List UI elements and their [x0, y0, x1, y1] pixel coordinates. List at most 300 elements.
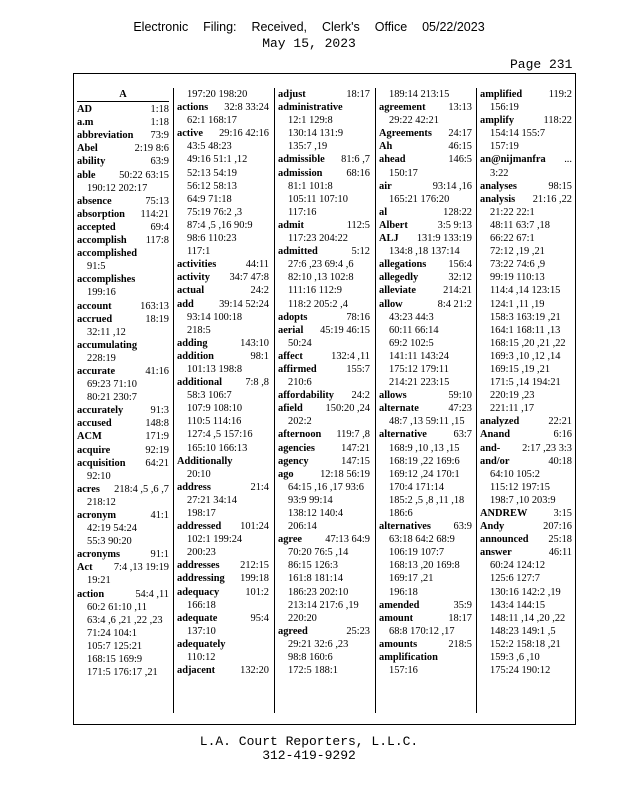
entry-references: 46:11 — [548, 547, 572, 559]
entry-term: add — [177, 298, 194, 310]
index-continuation: 75:19 76:2 ,3 — [187, 206, 243, 218]
entry-term: Agreements — [379, 128, 432, 140]
entry-term: admission — [278, 167, 323, 179]
entry-term: a.m — [77, 117, 94, 129]
entry-references: 59:10 — [448, 390, 472, 402]
index-entry — [379, 298, 472, 311]
index-continuation: 197:20 198:20 — [187, 89, 248, 100]
index-continuation: 93:14 100:18 — [187, 311, 243, 323]
index-continuation: 138:12 140:4 — [288, 508, 344, 519]
index-continuation: 60:2 61:10 ,11 — [87, 601, 147, 613]
entry-references: 147:21 — [341, 442, 370, 454]
index-entry — [77, 339, 169, 352]
index-entry — [77, 457, 169, 470]
index-continuation: 124:1 ,11 ,19 — [490, 298, 545, 310]
index-continuation: 64:10 105:2 — [490, 468, 540, 480]
index-continuation: 152:2 158:18 ,21 — [490, 638, 561, 650]
index-entry — [379, 428, 472, 441]
index-entry — [379, 271, 472, 284]
entry-references: 7:4 ,13 19:19 — [113, 562, 169, 574]
entry-references: 171:9 — [145, 431, 169, 443]
entry-term: amplified — [480, 89, 523, 100]
entry-references: 29:16 42:16 — [219, 128, 269, 140]
entry-term: accrued — [77, 313, 113, 325]
index-entry — [177, 638, 269, 651]
entry-term: accused — [77, 418, 112, 430]
entry-references: 3:5 9:13 — [437, 219, 472, 231]
entry-references: 2:19 8:6 — [134, 143, 169, 155]
index-continuation: 69:23 71:10 — [87, 379, 137, 391]
index-continuation: 52:13 54:19 — [187, 167, 237, 179]
entry-term: ALJ — [379, 233, 399, 245]
entry-term: agree — [278, 534, 303, 546]
index-continuation: 169:17 ,21 — [389, 573, 434, 585]
entry-references: 54:4 ,11 — [135, 588, 169, 600]
index-continuation: 186:6 — [389, 508, 413, 519]
entry-term: al — [379, 206, 388, 218]
index-continuation: 87:4 ,5 ,16 90:9 — [187, 219, 253, 231]
index-entry — [278, 101, 370, 114]
index-continuation: 110:12 — [187, 652, 216, 664]
index-continuation: 29:22 42:21 — [389, 115, 439, 127]
index-entry — [379, 101, 472, 114]
index-entry — [77, 208, 169, 221]
index-continuation: 198:7 ,10 203:9 — [490, 494, 556, 506]
index-continuation: 43:23 44:3 — [389, 311, 434, 323]
index-entry — [379, 638, 472, 651]
index-continuation: 86:15 126:3 — [288, 560, 338, 572]
entry-references: 63:7 — [453, 429, 472, 441]
index-column-1 — [77, 88, 169, 713]
index-continuation: 158:3 163:19 ,21 — [490, 311, 561, 323]
entry-term: announced — [480, 534, 529, 546]
index-entry — [278, 153, 370, 166]
entry-term: active — [177, 128, 203, 140]
index-continuation: 20:10 — [187, 468, 211, 480]
index-entry — [278, 363, 370, 376]
index-continuation: 43:5 48:23 — [187, 141, 232, 153]
entry-references: 63:9 — [150, 156, 169, 168]
entry-references: 101:24 — [240, 521, 269, 533]
entry-term: accepted — [77, 221, 116, 233]
index-continuation: 156:19 — [490, 102, 519, 114]
index-continuation: 202:2 — [288, 416, 312, 428]
entry-term: an@nijmanfra — [480, 154, 546, 166]
entry-term: amount — [379, 612, 414, 624]
entry-term: admitted — [278, 246, 318, 258]
entry-term: Ah — [379, 141, 393, 153]
index-continuation: 148:23 149:1 ,5 — [490, 625, 556, 637]
index-entry — [480, 442, 572, 455]
index-continuation: 169:3 ,10 ,12 ,14 — [490, 350, 561, 362]
index-entry — [278, 428, 370, 441]
entry-term: accomplish — [77, 235, 127, 247]
index-continuation: 130:14 131:9 — [288, 128, 344, 140]
entry-term: accomplishes — [77, 274, 136, 286]
entry-references: 50:22 63:15 — [119, 169, 169, 181]
entry-references: 41:1 — [150, 510, 169, 521]
entry-references: 114:21 — [140, 208, 169, 220]
index-entry — [480, 415, 572, 428]
index-entry — [278, 350, 370, 363]
entry-term: affirmed — [278, 363, 317, 375]
entry-references: 148:8 — [145, 418, 169, 430]
index-continuation: 198:17 — [187, 508, 216, 519]
entry-term: amplification — [379, 652, 438, 664]
index-continuation: 200:23 — [187, 547, 216, 559]
entry-references: 45:19 46:15 — [320, 324, 370, 336]
index-entry — [77, 116, 169, 129]
index-continuation: 218:5 — [187, 324, 211, 336]
index-entry — [278, 219, 370, 232]
index-continuation: 157:19 — [490, 141, 519, 153]
index-entry — [177, 101, 269, 114]
entry-term: Andy — [480, 521, 505, 533]
index-continuation: 141:11 143:24 — [389, 350, 449, 362]
index-entry — [177, 271, 269, 284]
index-continuation: 172:5 188:1 — [288, 665, 338, 677]
index-continuation: 166:18 — [187, 599, 216, 611]
index-continuation: 82:10 ,13 102:8 — [288, 272, 354, 284]
entry-term: account — [77, 300, 112, 312]
index-continuation: 169:12 ,24 170:1 — [389, 468, 460, 480]
index-entry — [480, 428, 572, 441]
index-entry — [278, 402, 370, 415]
index-continuation: 168:15 ,20 ,21 ,22 — [490, 337, 566, 349]
entry-term: and- — [480, 442, 501, 454]
index-continuation: 73:22 74:6 ,9 — [490, 259, 546, 271]
index-column-2 — [177, 88, 269, 713]
entry-term: ago — [278, 468, 294, 480]
entry-term: accurately — [77, 405, 124, 417]
entry-references: 12:18 56:19 — [320, 468, 370, 480]
entry-references: 132:20 — [240, 665, 269, 677]
entry-references: 24:2 — [351, 390, 370, 402]
index-continuation: 93:9 99:14 — [288, 494, 333, 506]
entry-references: 218:4 ,5 ,6 ,7 — [114, 483, 169, 495]
entry-term: actual — [177, 285, 205, 297]
entry-term: additional — [177, 377, 223, 389]
index-continuation: 175:12 179:11 — [389, 363, 449, 375]
entry-term: air — [379, 180, 392, 192]
index-continuation: 107:9 108:10 — [187, 403, 243, 415]
entry-term: aerial — [278, 324, 304, 336]
index-entry — [177, 586, 269, 599]
index-continuation: 159:3 ,6 ,10 — [490, 652, 540, 664]
index-continuation: 185:2 ,5 ,8 ,11 ,18 — [389, 494, 465, 506]
index-entry — [77, 195, 169, 208]
entry-references: 25:23 — [346, 625, 370, 637]
index-continuation: 165:21 176:20 — [389, 193, 450, 205]
index-entry — [278, 245, 370, 258]
entry-references: 75:13 — [145, 195, 169, 207]
entry-term: action — [77, 588, 105, 600]
entry-references: 207:16 — [543, 521, 572, 533]
entry-references: 150:20 ,24 — [325, 403, 370, 415]
entry-references: 18:17 — [346, 89, 370, 100]
entry-term: allegations — [379, 259, 427, 271]
index-continuation: 168:15 169:9 — [87, 654, 143, 666]
index-continuation: 171:5 ,14 194:21 — [490, 377, 561, 389]
entry-references: 47:23 — [448, 403, 472, 415]
index-continuation: 48:7 ,13 59:11 ,15 — [389, 416, 465, 428]
entry-references: 24:2 — [250, 285, 269, 297]
entry-term: acquire — [77, 444, 111, 456]
entry-references: 119:2 — [548, 89, 572, 100]
index-continuation: 56:12 58:13 — [187, 180, 237, 192]
index-entry — [278, 167, 370, 180]
index-continuation: 154:14 155:7 — [490, 128, 546, 140]
entry-term: agreement — [379, 102, 426, 114]
index-continuation: 64:15 ,16 ,17 93:6 — [288, 481, 364, 493]
entry-term: agency — [278, 455, 309, 467]
index-continuation: 72:12 ,19 ,21 — [490, 246, 545, 258]
index-continuation: 228:19 — [87, 352, 116, 364]
entry-references: 18:17 — [448, 612, 472, 624]
entry-references: 25:18 — [548, 534, 572, 546]
index-entry — [77, 169, 169, 182]
index-entry — [278, 468, 370, 481]
entry-term: absence — [77, 195, 112, 207]
index-continuation: 206:14 — [288, 521, 317, 533]
entry-references: 13:13 — [448, 102, 472, 114]
index-entry — [177, 455, 269, 468]
entry-references: 7:8 ,8 — [245, 377, 269, 389]
index-entry — [379, 612, 472, 625]
entry-references: 128:22 — [443, 206, 472, 218]
index-entry — [278, 625, 370, 638]
entry-references: 119:7 ,8 — [336, 429, 370, 441]
entry-references: 21:16 ,22 — [532, 193, 572, 205]
entry-references: 92:19 — [145, 444, 169, 456]
entry-term: afternoon — [278, 429, 322, 441]
entry-references: 22:21 — [548, 416, 572, 428]
index-continuation: 157:16 — [389, 665, 418, 677]
index-continuation: 32:11 ,12 — [87, 326, 126, 338]
entry-term: addressing — [177, 573, 225, 585]
index-continuation: 101:13 198:8 — [187, 363, 243, 375]
entry-references: 34:7 47:8 — [229, 272, 269, 284]
index-continuation: 111:16 112:9 — [288, 285, 342, 297]
entry-term: analyses — [480, 180, 517, 192]
entry-references: 147:15 — [341, 455, 370, 467]
index-continuation: 143:4 144:15 — [490, 599, 546, 611]
index-entry — [77, 313, 169, 326]
index-entry — [379, 180, 472, 193]
index-continuation: 199:16 — [87, 287, 116, 299]
entry-references: 212:15 — [240, 560, 269, 572]
index-continuation: 118:2 205:2 ,4 — [288, 298, 348, 310]
index-entry — [278, 88, 370, 101]
index-entry — [480, 88, 572, 101]
index-entry — [77, 588, 169, 601]
index-entry — [77, 155, 169, 168]
entry-term: activity — [177, 272, 210, 284]
entry-term: admissible — [278, 154, 325, 166]
entry-term: ANDREW — [480, 508, 528, 519]
index-continuation: 63:4 ,6 ,21 ,22 ,23 — [87, 614, 163, 626]
entry-term: acronyms — [77, 549, 121, 561]
index-entry — [77, 129, 169, 142]
entry-term: able — [77, 169, 96, 181]
entry-term: adjacent — [177, 665, 216, 677]
index-entry — [77, 444, 169, 457]
entry-term: addressed — [177, 521, 222, 533]
index-entry — [77, 142, 169, 155]
entry-term: amounts — [379, 638, 418, 650]
index-entry — [379, 153, 472, 166]
entry-term: accurate — [77, 365, 116, 377]
entry-references: 24:17 — [448, 128, 472, 140]
entry-references: 95:4 — [250, 612, 269, 624]
entry-term: abbreviation — [77, 130, 134, 142]
entry-term: afield — [278, 403, 303, 415]
index-continuation: 213:14 217:6 ,19 — [288, 599, 359, 611]
index-continuation: 117:23 204:22 — [288, 233, 348, 245]
index-continuation: 92:10 — [87, 470, 111, 482]
entry-references: 146:5 — [448, 154, 472, 166]
index-entry — [480, 455, 572, 468]
index-entry — [379, 127, 472, 140]
entry-references: 47:13 64:9 — [325, 534, 370, 546]
index-entry — [77, 417, 169, 430]
entry-term: addresses — [177, 560, 220, 572]
entry-term: analysis — [480, 193, 516, 205]
index-entry — [379, 258, 472, 271]
index-continuation: 117:16 — [288, 206, 317, 218]
entry-term: administrative — [278, 102, 343, 114]
entry-term: adequately — [177, 638, 226, 650]
entry-references: 199:18 — [240, 573, 269, 585]
index-continuation: 214:21 223:15 — [389, 377, 450, 389]
index-continuation: 50:24 — [288, 337, 312, 349]
index-continuation: 98:8 160:6 — [288, 652, 333, 664]
index-continuation: 196:18 — [389, 586, 418, 598]
index-continuation: 115:12 197:15 — [490, 481, 550, 493]
entry-references: 93:14 ,16 — [432, 180, 472, 192]
index-continuation: 63:18 64:2 68:9 — [389, 534, 455, 546]
entry-references: 218:5 — [448, 638, 472, 650]
index-entry — [278, 442, 370, 455]
entry-references: 132:4 ,11 — [331, 350, 370, 362]
index-continuation: 3:22 — [490, 167, 509, 179]
index-continuation: 27:6 ,23 69:4 ,6 — [288, 259, 354, 271]
index-entry — [77, 509, 169, 522]
index-continuation: 12:1 129:8 — [288, 115, 333, 127]
index-continuation: 125:6 127:7 — [490, 573, 540, 585]
index-continuation: 42:19 54:24 — [87, 523, 137, 535]
index-continuation: 127:4 ,5 157:16 — [187, 429, 253, 441]
entry-references: 1:18 — [150, 117, 169, 129]
index-continuation: 220:19 ,23 — [490, 390, 535, 402]
index-continuation: 135:7 ,19 — [288, 141, 328, 153]
index-continuation: 186:23 202:10 — [288, 586, 349, 598]
entry-references: 98:15 — [548, 180, 572, 192]
index-continuation: 58:3 106:7 — [187, 390, 232, 402]
entry-references: 68:16 — [346, 167, 370, 179]
index-frame — [73, 73, 576, 725]
entry-term: accumulating — [77, 339, 138, 351]
entry-term: accomplished — [77, 248, 138, 260]
index-continuation: 161:8 181:14 — [288, 573, 344, 585]
entry-term: adjust — [278, 89, 306, 100]
entry-term: agencies — [278, 442, 315, 454]
filing-stamp: Electronic Filing: Received, Clerk's Office 05/22/2023 — [133, 20, 485, 34]
entry-references: 32:12 — [448, 272, 472, 284]
index-continuation: 29:21 32:6 ,23 — [288, 638, 349, 650]
section-letter: A — [77, 88, 169, 102]
index-entry — [379, 651, 472, 664]
entry-references: 32:8 33:24 — [224, 102, 269, 114]
entry-term: affect — [278, 350, 303, 362]
entry-term: acres — [77, 483, 100, 495]
entry-references: 214:21 — [443, 285, 472, 297]
index-entry — [480, 507, 572, 520]
index-entry — [278, 533, 370, 546]
entry-references: 118:22 — [543, 115, 572, 127]
index-continuation: 189:14 213:15 — [389, 89, 450, 100]
entry-term: allows — [379, 390, 407, 402]
entry-term: Albert — [379, 219, 408, 231]
index-column-5 — [480, 88, 572, 713]
entry-references: 8:4 21:2 — [437, 298, 472, 310]
entry-term: ability — [77, 156, 106, 168]
index-entry — [379, 599, 472, 612]
index-continuation: 105:7 125:21 — [87, 640, 143, 652]
index-continuation: 91:5 — [87, 261, 106, 273]
index-entry — [77, 234, 169, 247]
entry-term: adequacy — [177, 586, 220, 598]
entry-references: 64:21 — [145, 457, 169, 469]
entry-term: admit — [278, 219, 304, 231]
page-number: Page 231 — [510, 57, 573, 72]
index-continuation: 148:11 ,14 ,20 ,22 — [490, 612, 566, 624]
index-entry — [77, 221, 169, 234]
index-entry — [77, 103, 169, 116]
entry-term: alternatives — [379, 521, 431, 533]
entry-term: address — [177, 481, 211, 493]
index-continuation: 71:24 104:1 — [87, 627, 137, 639]
entry-term: adopts — [278, 311, 308, 323]
index-entry — [480, 180, 572, 193]
index-continuation: 105:11 107:10 — [288, 193, 348, 205]
entry-term: Act — [77, 562, 93, 574]
entry-references: 35:9 — [453, 599, 472, 611]
index-continuation: 21:22 22:1 — [490, 206, 535, 218]
index-entry — [379, 140, 472, 153]
footer-phone: 312-419-9292 — [262, 748, 356, 763]
index-entry — [278, 324, 370, 337]
entry-term: Anand — [480, 429, 511, 441]
index-continuation: 102:1 199:24 — [187, 534, 243, 546]
index-entry — [177, 284, 269, 297]
entry-references: 91:1 — [150, 549, 169, 561]
entry-term: ACM — [77, 431, 102, 443]
index-entry — [77, 430, 169, 443]
entry-references: 21:4 — [250, 481, 269, 493]
entry-term: absorption — [77, 208, 125, 220]
entry-term: Abel — [77, 143, 98, 155]
index-continuation: 117:1 — [187, 246, 211, 258]
index-column-3 — [278, 88, 370, 713]
index-entry — [177, 559, 269, 572]
entry-references: 117:8 — [145, 235, 169, 247]
column-divider — [375, 88, 376, 713]
index-entry — [77, 247, 169, 260]
entry-references: 78:16 — [346, 311, 370, 323]
entry-term: activities — [177, 259, 217, 271]
entry-references: 81:6 ,7 — [341, 154, 370, 166]
